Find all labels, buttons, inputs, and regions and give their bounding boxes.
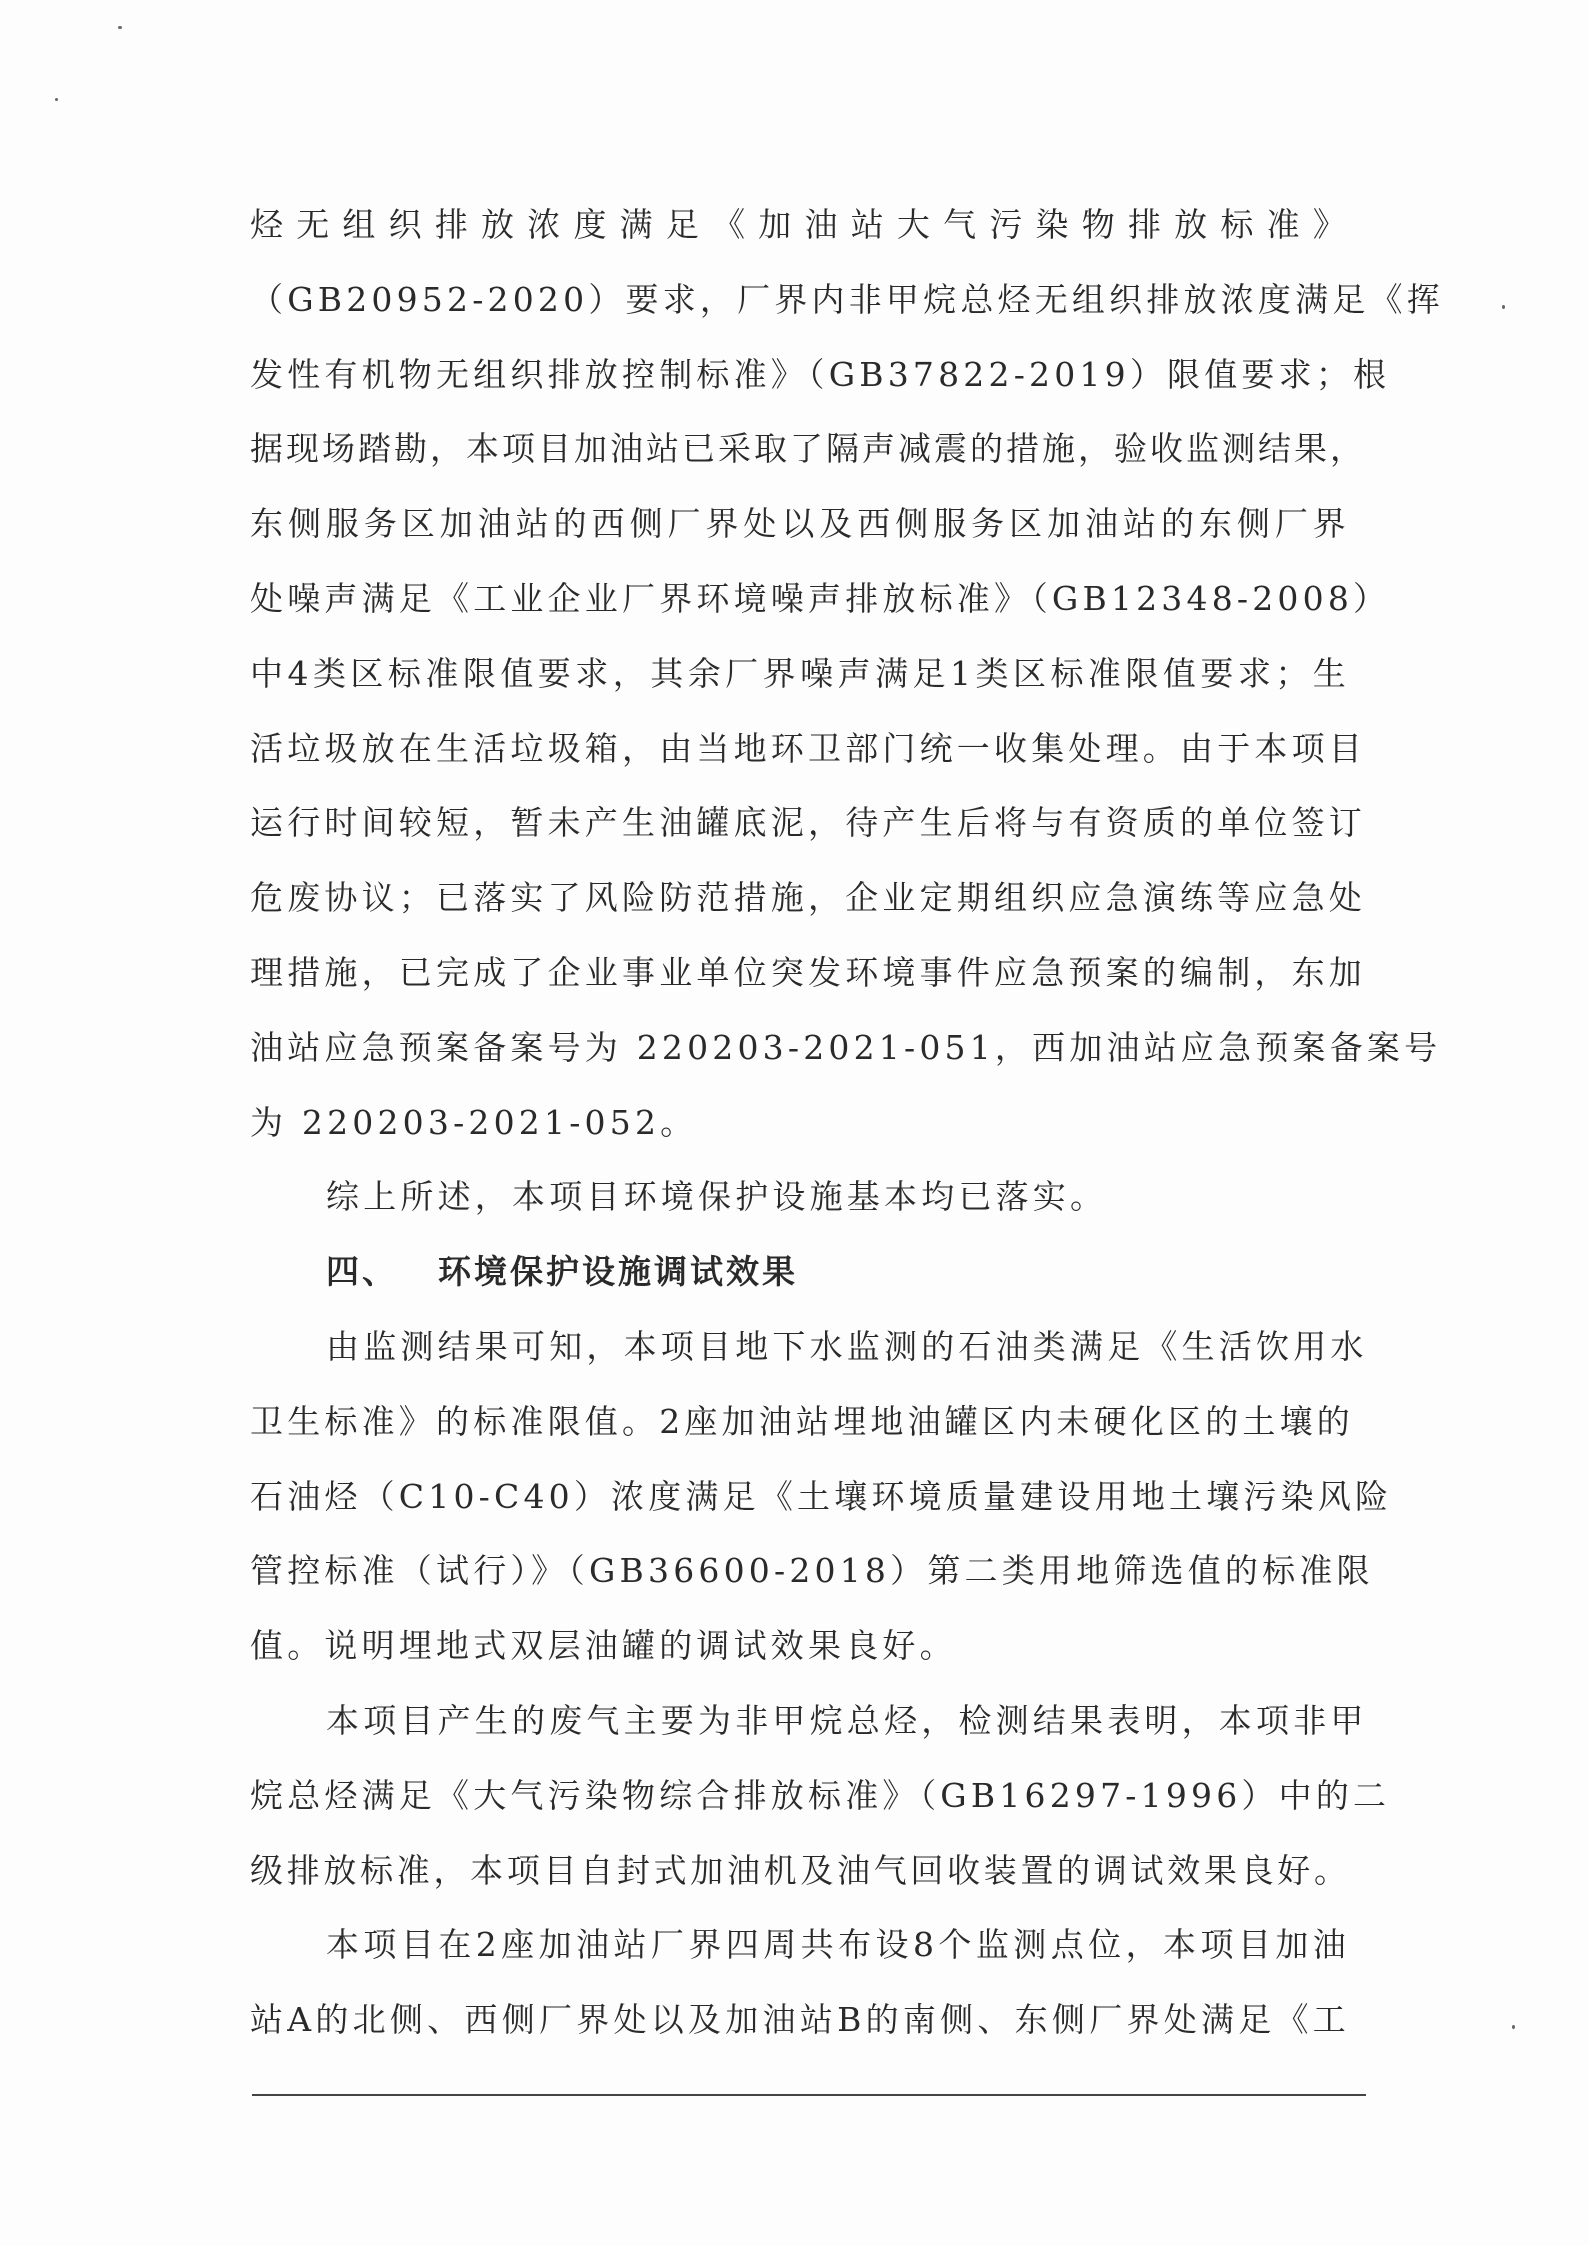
summary-paragraph: 综上所述，本项目环境保护设施基本均已落实。 (326, 1177, 1108, 1217)
section-line: 级排放标准，本项目自封式加油机及油气回收装置的调试效果良好。 (250, 1850, 1350, 1890)
section-line: 值。说明埋地式双层油罐的调试效果良好。 (250, 1626, 957, 1666)
body-line: 理措施，已完成了企业事业单位突发环境事件应急预案的编制，东加 (250, 952, 1366, 992)
body-line: 为 220203-2021-052。 (250, 1102, 698, 1142)
section-line: 本项目产生的废气主要为非甲烷总烃，检测结果表明，本项非甲 (326, 1700, 1368, 1740)
footer-divider (252, 2094, 1366, 2096)
document-body (250, 188, 1444, 2058)
section-line: 卫生标准》的标准限值。2座加油站埋地油罐区内未硬化区的土壤的 (250, 1401, 1354, 1441)
body-line: 危废协议；已落实了风险防范措施，企业定期组织应急演练等应急处 (250, 878, 1366, 918)
section-number: 四、 (326, 1252, 398, 1292)
scan-speck-right-upper (1502, 305, 1505, 309)
body-line: 东侧服务区加油站的西侧厂界处以及西侧服务区加油站的东侧厂界 (250, 504, 1350, 544)
section-line: 由监测结果可知，本项目地下水监测的石油类满足《生活饮用水 (326, 1326, 1368, 1366)
body-line: 中4类区标准限值要求，其余厂界噪声满足1类区标准限值要求；生 (250, 653, 1350, 693)
body-line: 据现场踏勘，本项目加油站已采取了隔声减震的措施，验收监测结果， (250, 429, 1366, 469)
section-line: 管控标准（试行）》（GB36600-2018）第二类用地筛选值的标准限 (250, 1551, 1374, 1591)
body-line: 处噪声满足《工业企业厂界环境噪声排放标准》（GB12348-2008） (250, 578, 1391, 618)
scan-speck-top-left (118, 26, 122, 29)
body-line: （GB20952-2020）要求，厂界内非甲烷总烃无组织排放浓度满足《挥 (250, 279, 1444, 319)
section-line: 本项目在2座加油站厂界四周共布设8个监测点位，本项目加油 (326, 1925, 1350, 1965)
body-line: 运行时间较短，暂未产生油罐底泥，待产生后将与有资质的单位签订 (250, 803, 1366, 843)
section-line: 烷总烃满足《大气污染物综合排放标准》（GB16297-1996）中的二 (250, 1775, 1391, 1815)
body-line: 发性有机物无组织排放控制标准》（GB37822-2019）限值要求；根 (250, 354, 1391, 394)
body-line: 烃无组织排放浓度满足《加油站大气污染物排放标准》 (250, 205, 1350, 244)
section-line: 石油烃（C10-C40）浓度满足《土壤环境质量建设用地土壤污染风险 (250, 1476, 1393, 1516)
section-title: 环境保护设施调试效果 (438, 1252, 798, 1292)
body-line: 油站应急预案备案号为 220203-2021-051，西加油站应急预案备案号 (250, 1027, 1442, 1067)
section-line: 站A的北侧、西侧厂界处以及加油站B的南侧、东侧厂界处满足《工 (250, 2000, 1350, 2040)
scan-speck-right-lower (1512, 2025, 1515, 2029)
section-heading (250, 1235, 1350, 1310)
scan-speck-left (55, 98, 58, 101)
body-line: 活垃圾放在生活垃圾箱，由当地环卫部门统一收集处理。由于本项目 (250, 728, 1366, 768)
